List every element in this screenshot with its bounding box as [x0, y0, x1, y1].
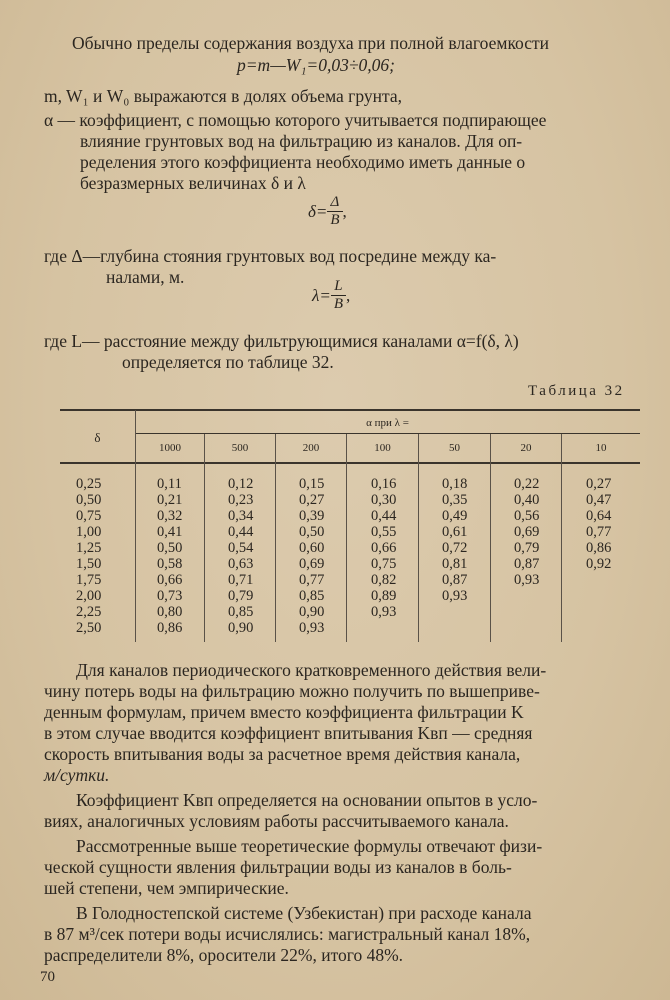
table-cell: 0,15	[299, 476, 325, 492]
table-stub-header: δ	[94, 430, 101, 445]
table-cell: 0,39	[299, 508, 325, 524]
fraction-numerator: Δ	[327, 194, 342, 212]
table-cell: 0,50	[76, 492, 102, 508]
text-line: Рассмотренные выше теоретические формулы отвечают физи-	[76, 836, 543, 856]
table-divider	[490, 434, 491, 642]
table-cell: 0,50	[299, 524, 325, 540]
table-cell: 0,11	[157, 476, 182, 492]
table-cell: 0,66	[157, 572, 183, 588]
table-cell: 0,75	[76, 508, 102, 524]
table-cell: 0,16	[371, 476, 397, 492]
table-cell: 0,49	[442, 508, 468, 524]
table-divider	[561, 434, 562, 642]
fraction-denominator: B	[330, 212, 340, 228]
table-cell: 0,32	[157, 508, 183, 524]
table-cell: 0,12	[228, 476, 254, 492]
table-divider	[346, 434, 347, 642]
text-line: влияние грунтовых вод на фильтрацию из каналов. Для оп-	[80, 131, 523, 151]
page-number: 70	[40, 969, 55, 985]
table-cell: 2,00	[76, 588, 102, 604]
column-header: 10	[595, 442, 607, 454]
table-header-rule	[60, 462, 640, 464]
table-cell: 1,75	[76, 572, 102, 588]
table-cell: 0,41	[157, 524, 183, 540]
table-cell: 0,50	[157, 540, 183, 556]
table-top-rule	[60, 409, 640, 411]
table-cell: 0,93	[514, 572, 540, 588]
fraction-denominator: B	[333, 296, 344, 312]
table-cell: 1,25	[76, 540, 102, 556]
table-cell: 0,55	[371, 524, 397, 540]
table-cell: 0,40	[514, 492, 540, 508]
table-cell: 1,00	[76, 524, 102, 540]
equation-lhs: λ=	[312, 285, 331, 305]
table-cell: 0,72	[442, 540, 468, 556]
column-header: 100	[374, 442, 391, 454]
table-cell: 0,89	[371, 588, 397, 604]
text-line: ределения этого коэффициента необходимо иметь данные о	[80, 152, 526, 172]
table-group-header: α при λ =	[366, 417, 409, 429]
table-cell: 0,86	[586, 540, 612, 556]
table-cell: 0,27	[586, 476, 612, 492]
table-cell: 0,35	[442, 492, 468, 508]
table-cell: 0,73	[157, 588, 183, 604]
table-cell: 0,81	[442, 556, 468, 572]
table-cell: 0,93	[299, 620, 325, 636]
value-column	[157, 476, 182, 636]
table-cell: 0,77	[586, 524, 612, 540]
text-line: распределители 8%, оросители 22%, итого 48%.	[44, 945, 404, 965]
text-line: ческой сущности явления фильтрации воды из каналов в боль-	[44, 857, 512, 877]
text-line: м/сутки.	[44, 765, 110, 785]
text-line: В Голодностепской системе (Узбекистан) при расходе канала	[76, 903, 532, 923]
table-cell: 0,93	[371, 604, 397, 620]
table-cell: 0,79	[514, 540, 540, 556]
column-header: 20	[520, 442, 532, 454]
table-cell: 0,85	[228, 604, 254, 620]
table-cell: 2,50	[76, 620, 102, 636]
fraction	[327, 194, 342, 229]
table-cell: 2,25	[76, 604, 102, 620]
table-cell: 0,21	[157, 492, 183, 508]
table-cell: 0,56	[514, 508, 540, 524]
table-cell: 0,27	[299, 492, 325, 508]
table-cell: 0,30	[371, 492, 397, 508]
text-line: виях, аналогичных условиям работы рассчитываемого канала.	[44, 811, 509, 831]
table-cell: 0,86	[157, 620, 183, 636]
text-line: где Δ—глубина стояния грунтовых вод посредине между ка-	[44, 246, 497, 266]
table-cell: 0,44	[228, 524, 254, 540]
table-cell: 0,71	[228, 572, 254, 588]
text-line: шей степени, чем эмпирические.	[44, 878, 289, 898]
text-line: чину потерь воды на фильтрацию можно получить по вышеприве-	[44, 681, 540, 701]
fraction	[331, 278, 346, 313]
table-cell: 0,44	[371, 508, 397, 524]
text-line: m, W₁ и W₀ выражаются в долях объема грунта,	[44, 86, 402, 106]
table-cell: 0,87	[514, 556, 540, 572]
table-cell: 0,25	[76, 476, 102, 492]
table-divider	[204, 434, 205, 642]
value-column	[586, 476, 611, 572]
table-cell: 0,87	[442, 572, 468, 588]
table-divider	[418, 434, 419, 642]
column-header: 500	[231, 442, 249, 454]
fraction-numerator: L	[331, 278, 346, 296]
text-line: где L— расстояние между фильтрующимися каналами α=f(δ, λ)	[44, 331, 519, 351]
value-column	[442, 476, 467, 604]
equation-delta	[308, 194, 347, 229]
text-line: Для каналов периодического кратковременного действия вели-	[76, 660, 547, 680]
table-cell: 0,82	[371, 572, 397, 588]
text-line: Коэффициент Kвп определяется на основании опытов в усло-	[76, 790, 538, 810]
table-cell: 0,60	[299, 540, 325, 556]
table-cell: 0,34	[228, 508, 254, 524]
column-header: 50	[449, 442, 460, 454]
value-column	[228, 476, 253, 636]
text-line: определяется по таблице 32.	[122, 352, 334, 372]
text-line: денным формулам, причем вместо коэффициента фильтрации K	[44, 702, 524, 722]
equation-tail: ,	[346, 285, 351, 305]
table-cell: 0,69	[514, 524, 540, 540]
table-cell: 0,90	[228, 620, 254, 636]
table-cell: 0,85	[299, 588, 325, 604]
text-line: скорость впитывания воды за расчетное время действия канала,	[44, 744, 521, 764]
table-cell: 0,22	[514, 476, 540, 492]
equation-tail: ,	[342, 201, 347, 221]
text-line: налами, м.	[106, 267, 185, 287]
text-line: Обычно пределы содержания воздуха при полной влагоемкости	[72, 33, 550, 53]
table-cell: 0,18	[442, 476, 468, 492]
table-divider	[275, 434, 276, 642]
text-line: α — коэффициент, с помощью которого учитывается подпирающее	[44, 110, 547, 130]
column-header: 1000	[159, 442, 181, 454]
text-line: безразмерных величинах δ и λ	[80, 173, 306, 193]
delta-column	[76, 476, 101, 636]
table-group-rule	[135, 433, 640, 434]
table-cell: 0,64	[586, 508, 612, 524]
table-cell: 0,93	[442, 588, 468, 604]
table-cell: 1,50	[76, 556, 102, 572]
column-header: 200	[302, 442, 320, 454]
table-cell: 0,23	[228, 492, 254, 508]
table-cell: 0,61	[442, 524, 468, 540]
equation-air-content: p=m—W₁=0,03÷0,06;	[237, 55, 395, 75]
table-cell: 0,92	[586, 556, 612, 572]
table-cell: 0,75	[371, 556, 397, 572]
equation-lhs: δ=	[308, 201, 328, 221]
equation-lambda	[312, 278, 350, 313]
table-cell: 0,90	[299, 604, 325, 620]
text-line: в 87 м³/сек потери воды исчислялись: магистральный канал 18%,	[44, 924, 531, 944]
value-column	[514, 476, 539, 588]
value-column	[299, 476, 324, 636]
table-caption: Таблица 32	[528, 383, 625, 399]
table-cell: 0,54	[228, 540, 254, 556]
table-cell: 0,47	[586, 492, 612, 508]
text-line: в этом случае вводится коэффициент впитывания Kвп — средняя	[44, 723, 533, 743]
table-cell: 0,80	[157, 604, 183, 620]
table-cell: 0,58	[157, 556, 183, 572]
table-cell: 0,66	[371, 540, 397, 556]
table-cell: 0,77	[299, 572, 325, 588]
table-cell: 0,69	[299, 556, 325, 572]
value-column	[371, 476, 396, 620]
table-cell: 0,79	[228, 588, 254, 604]
table-cell: 0,63	[228, 556, 254, 572]
